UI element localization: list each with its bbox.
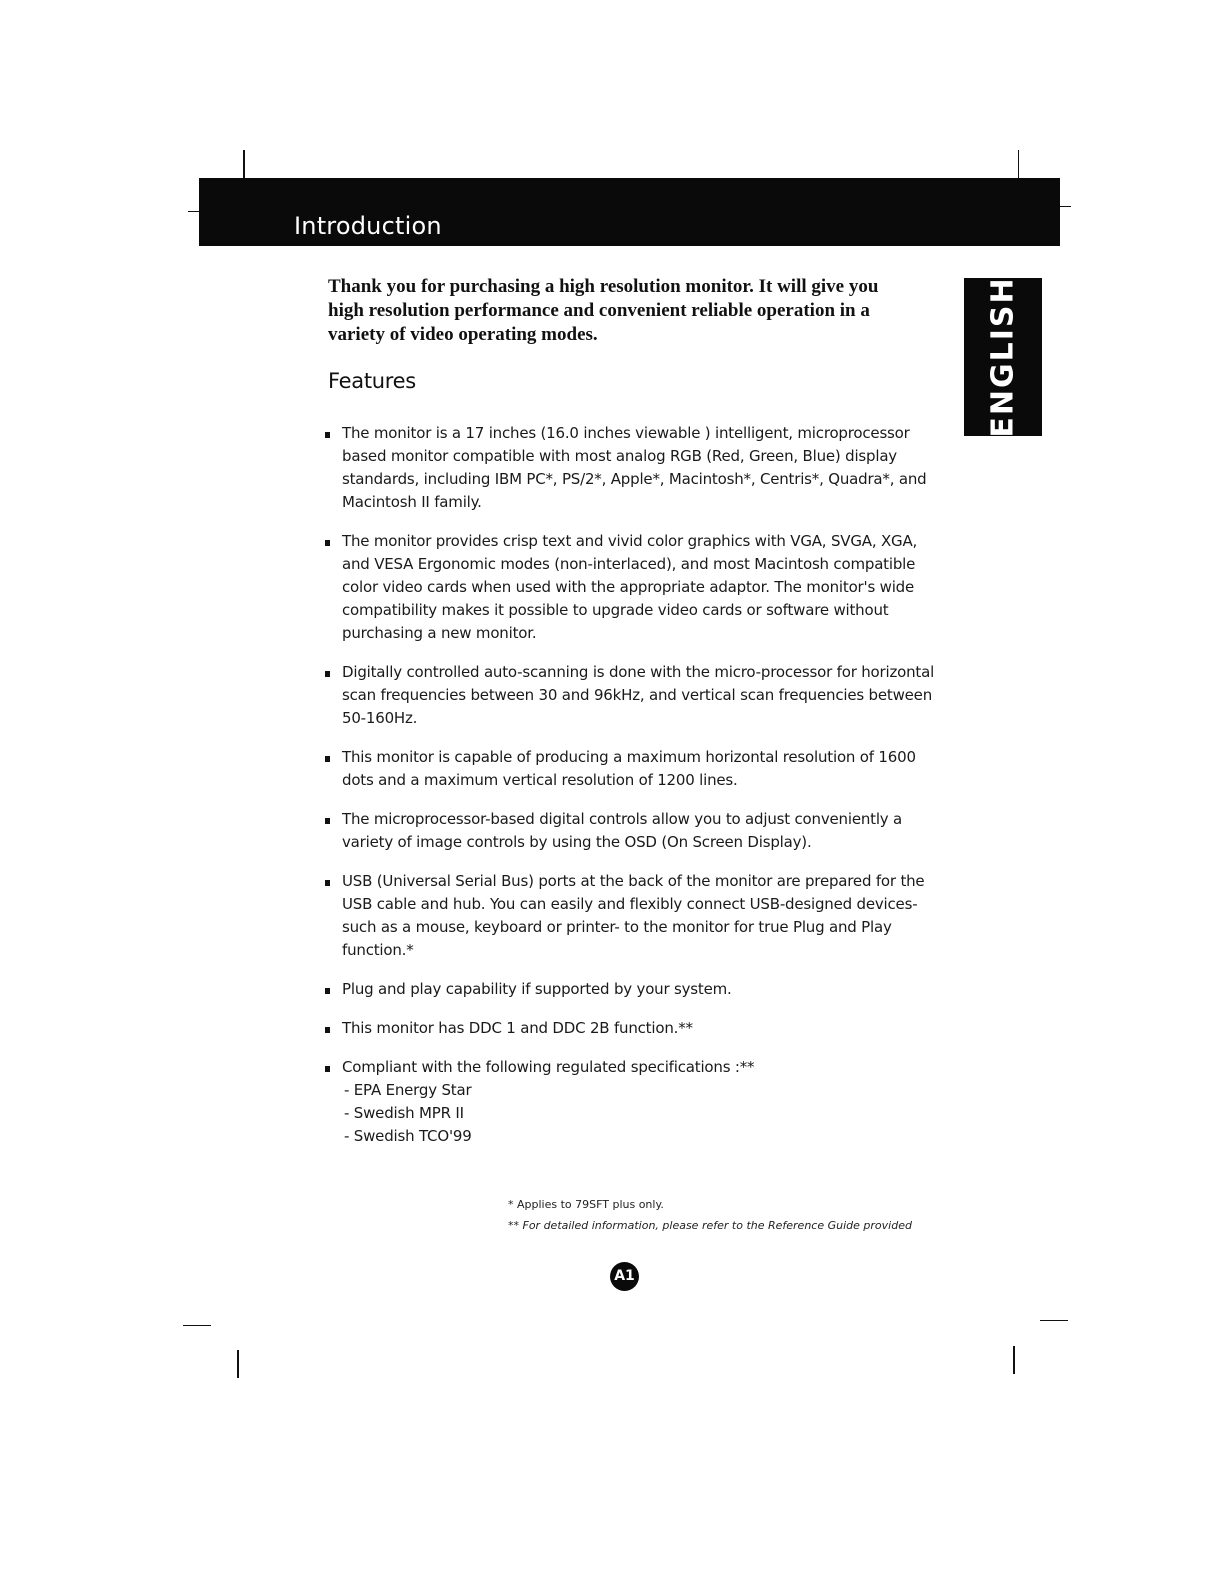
spec-item: - Swedish TCO'99	[344, 1127, 472, 1145]
feature-list	[325, 422, 937, 1164]
feature-text: This monitor has DDC 1 and DDC 2B function.**	[342, 1019, 693, 1037]
crop-mark	[237, 1350, 239, 1378]
bullet-icon	[325, 818, 330, 824]
bullet-icon	[325, 671, 330, 677]
crop-mark	[1018, 150, 1019, 180]
feature-text: The monitor is a 17 inches (16.0 inches viewable ) intelligent, microprocessor based monitor compatible with most analog RGB (Red, Green, Blue) display standards, including IBM PC*, PS/2*, Apple*, Macintosh*, Centris*, Quadra*, and Macintosh II family.	[342, 424, 927, 511]
footnote: ** For detailed information, please refer to the Reference Guide provided	[508, 1219, 912, 1232]
list-item	[325, 1017, 937, 1040]
compliance-label: Compliant with the following regulated specifications :**	[342, 1058, 755, 1076]
feature-text: Digitally controlled auto-scanning is done with the micro-processor for horizontal scan frequencies between 30 and 96kHz, and vertical scan frequencies between 50-160Hz.	[342, 663, 935, 727]
bullet-icon	[325, 756, 330, 762]
footnotes	[508, 1194, 912, 1236]
feature-text: This monitor is capable of producing a maximum horizontal resolution of 1600 dots and a maximum vertical resolution of 1200 lines.	[342, 748, 916, 789]
bullet-icon	[325, 432, 330, 438]
list-item	[325, 746, 937, 792]
list-item	[325, 530, 937, 645]
features-heading: Features	[328, 369, 416, 393]
page-number-badge: A1	[610, 1262, 639, 1291]
bullet-icon	[325, 1066, 330, 1072]
intro-paragraph: Thank you for purchasing a high resolution monitor. It will give you high resolution performance and convenient reliable operation in a variety of video operating modes.	[328, 276, 879, 345]
list-item	[325, 422, 937, 514]
bullet-icon	[325, 988, 330, 994]
list-item	[325, 978, 937, 1001]
crop-mark	[1060, 206, 1071, 207]
list-item	[325, 661, 937, 730]
list-item	[325, 1056, 937, 1148]
spec-item: - Swedish MPR II	[344, 1104, 464, 1122]
bullet-icon	[325, 1027, 330, 1033]
crop-mark	[1040, 1320, 1068, 1321]
language-tab-label: ENGLISH	[985, 276, 1021, 438]
feature-text: USB (Universal Serial Bus) ports at the back of the monitor are prepared for the USB cable and hub. You can easily and flexibly connect USB-designed devices-such as a mouse, keyboard or printer- to the monitor for true Plug and Play function.*	[342, 872, 925, 959]
spec-item: - EPA Energy Star	[344, 1081, 472, 1099]
section-header-bar	[199, 178, 1060, 246]
list-item	[325, 870, 937, 962]
feature-text: The monitor provides crisp text and vivid color graphics with VGA, SVGA, XGA, and VESA Ergonomic modes (non-interlaced), and most Macintosh compatible color video cards when used with the appropriate adaptor. The monitor's wide compatibility makes it possible to upgrade video cards or software without purchasing a new monitor.	[342, 532, 918, 642]
crop-mark	[188, 211, 199, 212]
crop-mark	[1013, 1346, 1015, 1374]
footnote: * Applies to 79SFT plus only.	[508, 1198, 664, 1211]
bullet-icon	[325, 880, 330, 886]
page-title: Introduction	[294, 212, 442, 240]
crop-mark	[183, 1325, 211, 1326]
language-tab	[964, 278, 1042, 436]
bullet-icon	[325, 540, 330, 546]
list-item	[325, 808, 937, 854]
feature-text: Plug and play capability if supported by your system.	[342, 980, 732, 998]
feature-text: The microprocessor-based digital controls allow you to adjust conveniently a variety of image controls by using the OSD (On Screen Display).	[342, 810, 903, 851]
